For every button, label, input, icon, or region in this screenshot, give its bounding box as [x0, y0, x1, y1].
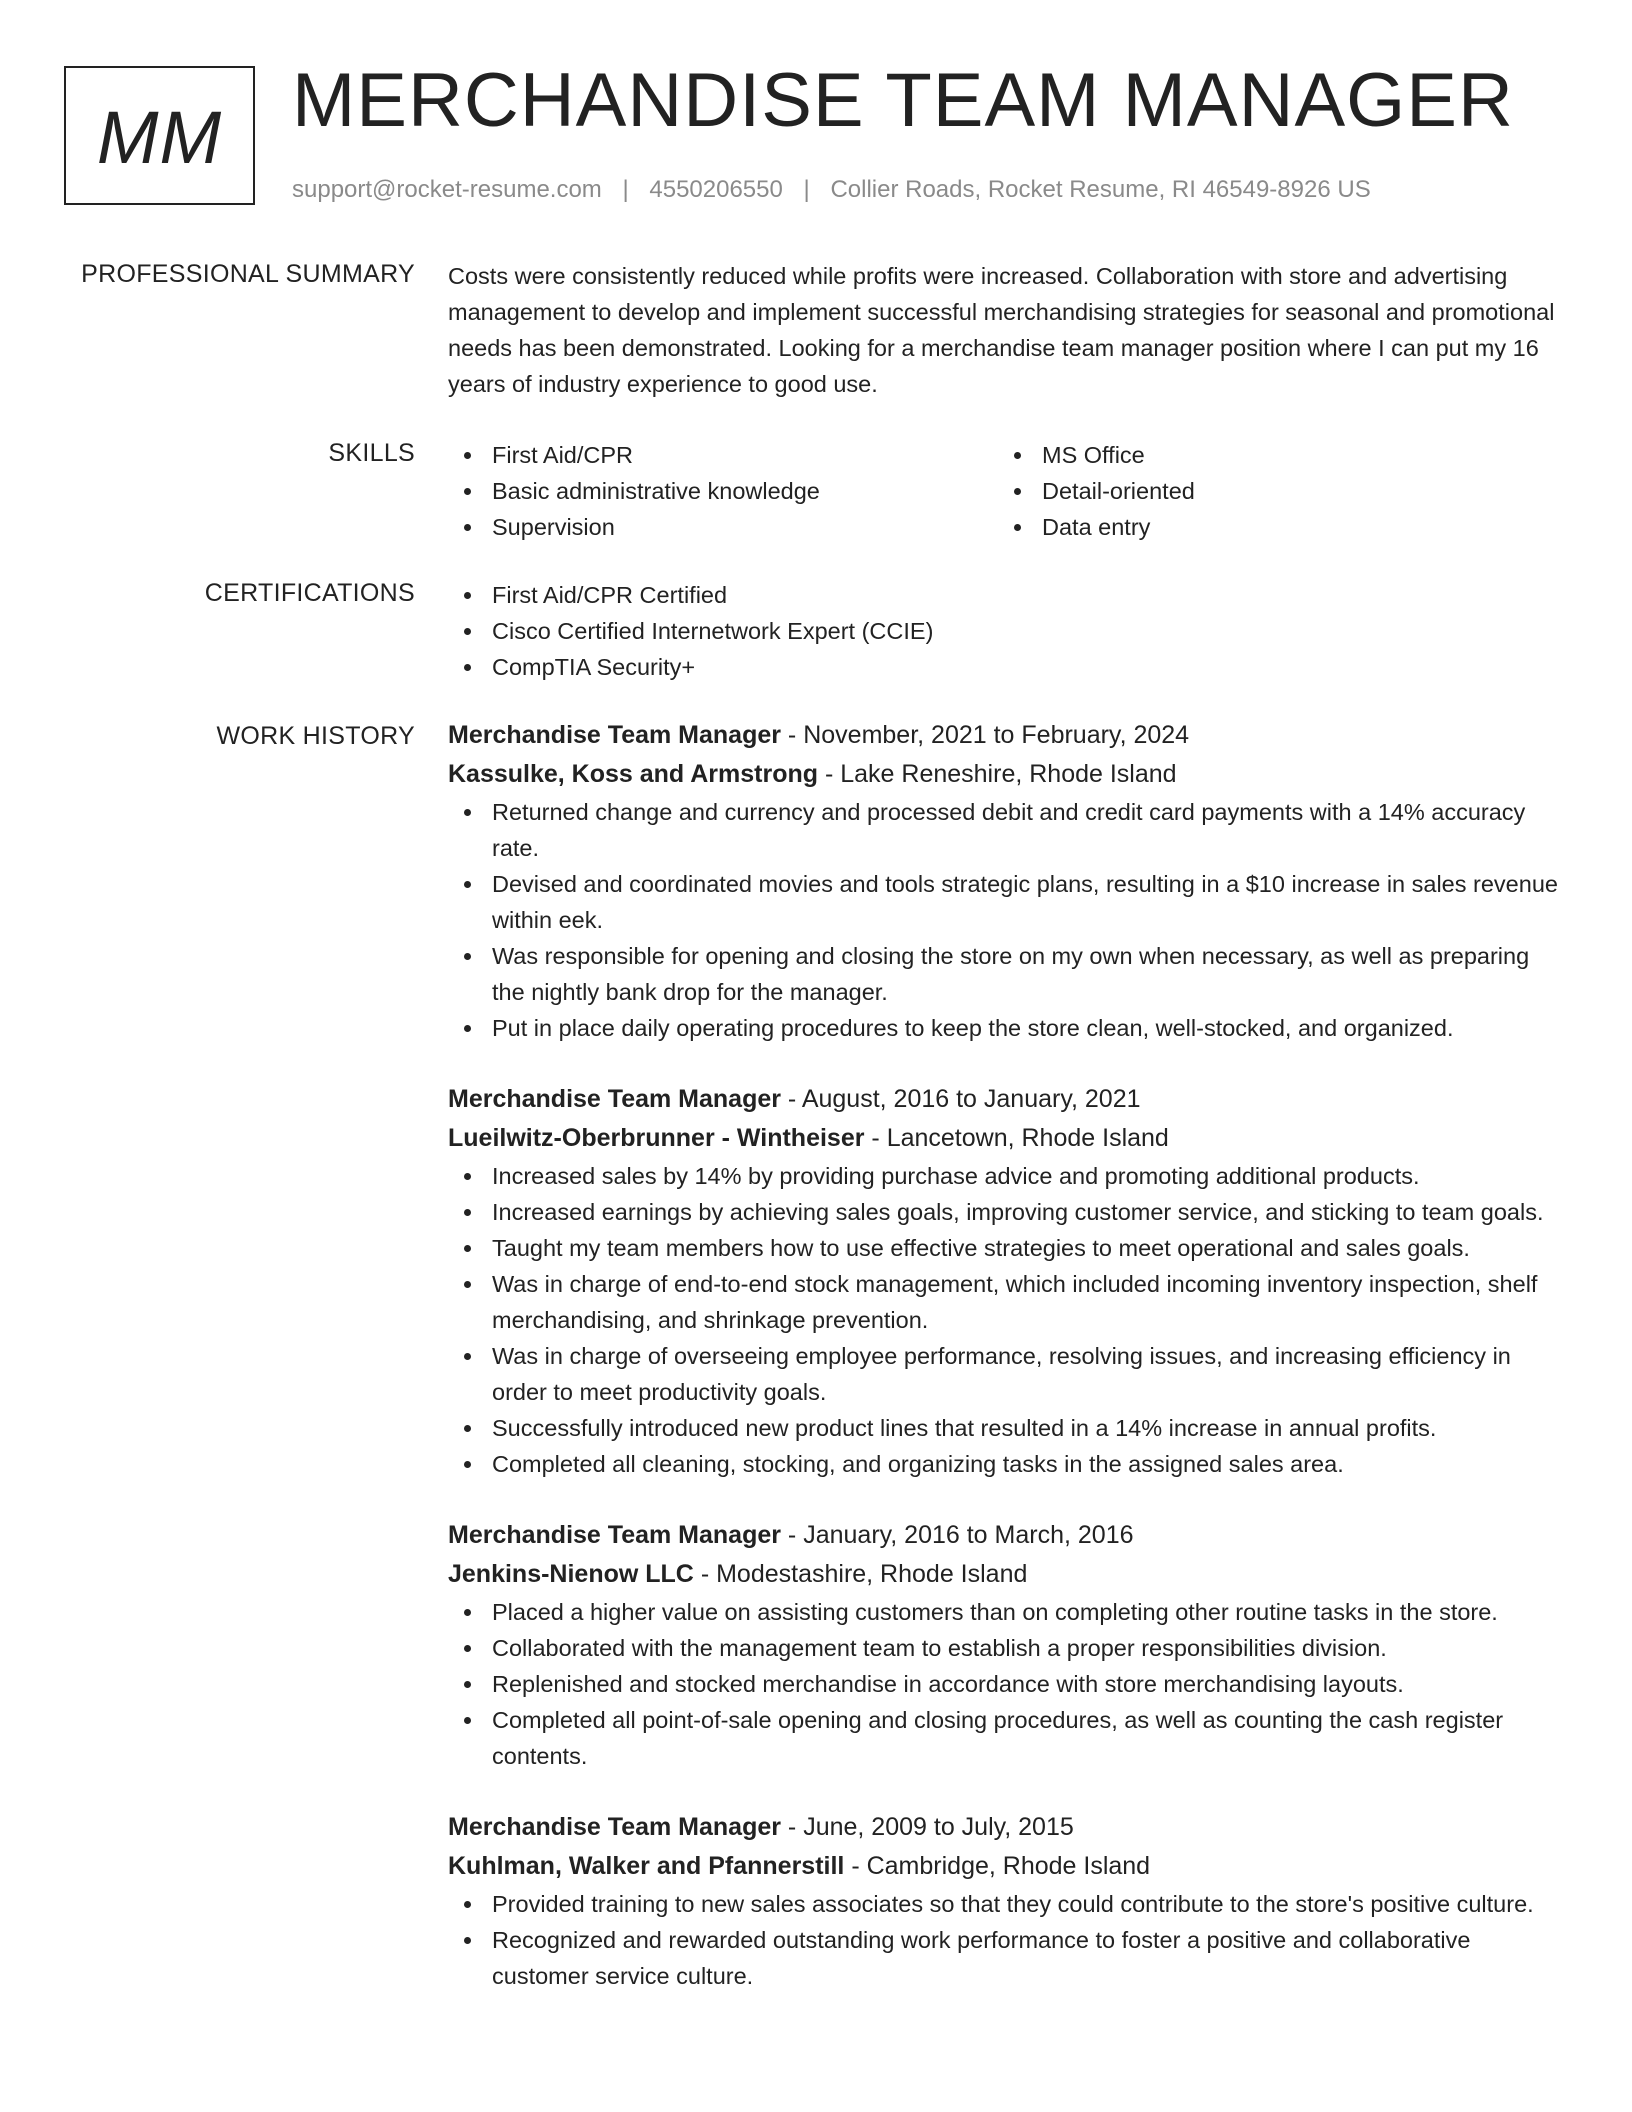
- job-entry: [448, 1808, 1568, 1994]
- job-duty: Increased earnings by achieving sales goals, improving customer service, and sticking to team goals.: [448, 1194, 1568, 1230]
- skill-item: Supervision: [448, 509, 998, 545]
- job-company-line: Kuhlman, Walker and Pfannerstill - Cambridge, Rhode Island: [448, 1852, 1151, 1880]
- job-role-line: Merchandise Team Manager - November, 2021 to February, 2024: [448, 721, 1190, 749]
- skills-list-left: [448, 437, 998, 545]
- contact-separator: |: [622, 176, 629, 203]
- monogram-logo: [64, 66, 255, 205]
- job-location: Lancetown, Rhode Island: [886, 1124, 1169, 1152]
- job-role: Merchandise Team Manager: [448, 1813, 781, 1841]
- skill-item: Data entry: [998, 509, 1548, 545]
- certification-item: CompTIA Security+: [448, 649, 1568, 685]
- job-duty: Successfully introduced new product lines that resulted in a 14% increase in annual profits.: [448, 1410, 1568, 1446]
- skill-item: First Aid/CPR: [448, 437, 998, 473]
- job-role: Merchandise Team Manager: [448, 721, 781, 749]
- summary-text: Costs were consistently reduced while profits were increased. Collaboration with store and advertising management to develop and implement successful merchandising strategies for seasonal and promotional needs has been demonstrated. Looking for a merchandise team manager position where I can put my 16 years of industry experience to good use.: [448, 263, 1555, 397]
- contact-line: [292, 175, 1371, 205]
- job-location: Cambridge, Rhode Island: [866, 1852, 1151, 1880]
- job-entry: [448, 1516, 1568, 1774]
- certifications-list: [448, 577, 1568, 685]
- monogram-initials: MM: [96, 95, 223, 179]
- contact-separator: |: [803, 176, 810, 203]
- contact-email: support@rocket-resume.com: [292, 176, 602, 203]
- job-company-line: Kassulke, Koss and Armstrong - Lake Reneshire, Rhode Island: [448, 760, 1177, 788]
- job-company: Kassulke, Koss and Armstrong: [448, 760, 819, 788]
- job-role-line: Merchandise Team Manager - August, 2016 to January, 2021: [448, 1085, 1141, 1113]
- job-location: Modestashire, Rhode Island: [716, 1560, 1028, 1588]
- job-role: Merchandise Team Manager: [448, 1085, 781, 1113]
- job-duty: Was responsible for opening and closing the store on my own when necessary, as well as preparing the nightly bank drop for the manager.: [448, 938, 1568, 1010]
- job-duty: Was in charge of overseeing employee performance, resolving issues, and increasing efficiency in order to meet productivity goals.: [448, 1338, 1568, 1410]
- skills-heading: SKILLS: [328, 439, 415, 467]
- job-duties: [448, 794, 1568, 1046]
- certifications-heading: CERTIFICATIONS: [204, 579, 415, 607]
- certification-item: First Aid/CPR Certified: [448, 577, 1568, 613]
- job-company-line: Lueilwitz-Oberbrunner - Wintheiser - Lancetown, Rhode Island: [448, 1124, 1169, 1152]
- skill-item: Basic administrative knowledge: [448, 473, 998, 509]
- skills-list-right: [998, 437, 1548, 545]
- skill-item: Detail-oriented: [998, 473, 1548, 509]
- contact-address: Collier Roads, Rocket Resume, RI 46549-8926 US: [830, 176, 1371, 203]
- job-duty: Put in place daily operating procedures to keep the store clean, well-stocked, and organized.: [448, 1010, 1568, 1046]
- candidate-title: MERCHANDISE TEAM MANAGER: [292, 58, 1514, 143]
- job-duty: Replenished and stocked merchandise in accordance with store merchandising layouts.: [448, 1666, 1568, 1702]
- job-duty: Devised and coordinated movies and tools strategic plans, resulting in a $10 increase in sales revenue within eek.: [448, 866, 1568, 938]
- job-duty: Increased sales by 14% by providing purchase advice and promoting additional products.: [448, 1158, 1568, 1194]
- skill-item: MS Office: [998, 437, 1548, 473]
- job-dates: June, 2009 to July, 2015: [803, 1813, 1074, 1841]
- contact-phone: 4550206550: [649, 176, 783, 203]
- job-dates: August, 2016 to January, 2021: [801, 1085, 1141, 1113]
- summary-heading: PROFESSIONAL SUMMARY: [81, 260, 415, 288]
- job-entry: [448, 716, 1568, 1046]
- work-history-heading: WORK HISTORY: [216, 722, 415, 750]
- job-duty: Placed a higher value on assisting customers than on completing other routine tasks in the store.: [448, 1594, 1568, 1630]
- job-duty: Completed all point-of-sale opening and closing procedures, as well as counting the cash register contents.: [448, 1702, 1568, 1774]
- job-duty: Recognized and rewarded outstanding work performance to foster a positive and collaborative customer service culture.: [448, 1922, 1568, 1994]
- certification-item: Cisco Certified Internetwork Expert (CCIE): [448, 613, 1568, 649]
- job-company: Lueilwitz-Oberbrunner - Wintheiser: [448, 1124, 865, 1152]
- job-duties: [448, 1158, 1568, 1482]
- job-company-line: Jenkins-Nienow LLC - Modestashire, Rhode Island: [448, 1560, 1028, 1588]
- job-role: Merchandise Team Manager: [448, 1521, 781, 1549]
- job-role-line: Merchandise Team Manager - June, 2009 to July, 2015: [448, 1813, 1074, 1841]
- job-duty: Taught my team members how to use effective strategies to meet operational and sales goals.: [448, 1230, 1568, 1266]
- job-role-line: Merchandise Team Manager - January, 2016 to March, 2016: [448, 1521, 1134, 1549]
- job-duty: Completed all cleaning, stocking, and organizing tasks in the assigned sales area.: [448, 1446, 1568, 1482]
- job-duty: Collaborated with the management team to establish a proper responsibilities division.: [448, 1630, 1568, 1666]
- job-entry: [448, 1080, 1568, 1482]
- job-duties: [448, 1594, 1568, 1774]
- job-company: Jenkins-Nienow LLC: [448, 1560, 694, 1588]
- job-dates: January, 2016 to March, 2016: [803, 1521, 1134, 1549]
- job-dates: November, 2021 to February, 2024: [803, 721, 1190, 749]
- job-duty: Provided training to new sales associates so that they could contribute to the store's positive culture.: [448, 1886, 1568, 1922]
- job-duties: [448, 1886, 1568, 1994]
- job-duty: Was in charge of end-to-end stock management, which included incoming inventory inspection, shelf merchandising, and shrinkage prevention.: [448, 1266, 1568, 1338]
- job-location: Lake Reneshire, Rhode Island: [840, 760, 1177, 788]
- job-company: Kuhlman, Walker and Pfannerstill: [448, 1852, 845, 1880]
- job-duty: Returned change and currency and processed debit and credit card payments with a 14% accuracy rate.: [448, 794, 1568, 866]
